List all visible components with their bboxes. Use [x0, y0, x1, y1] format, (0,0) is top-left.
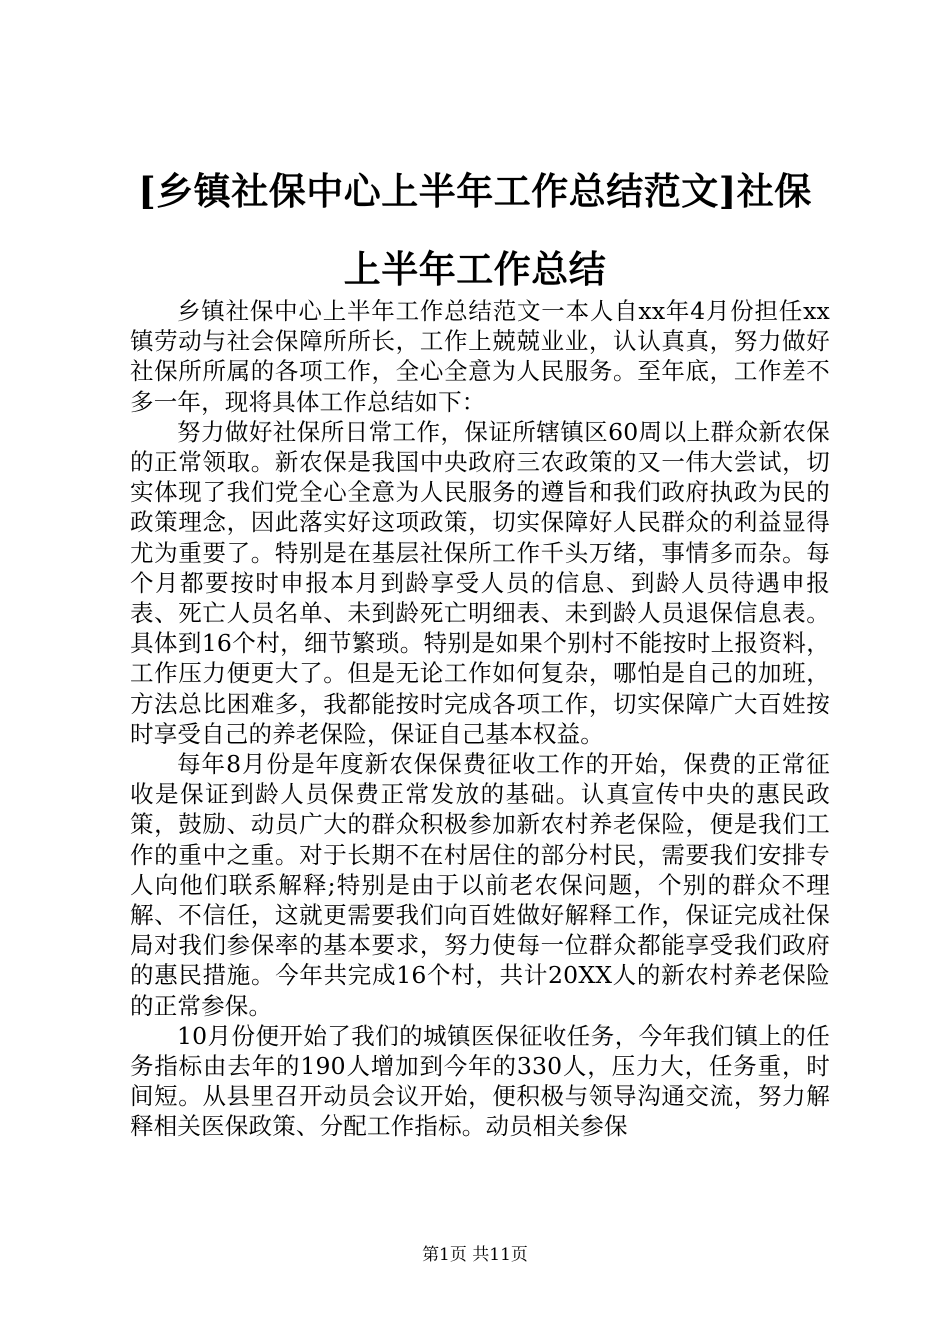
page-number: 第1页 共11页	[422, 1245, 528, 1265]
document-title: [乡镇社保中心上半年工作总结范文]社保上半年工作总结	[138, 169, 812, 291]
paragraph-daily-work: 努力做好社保所日常工作，保证所辖镇区60周以上群众新农保的正常领取。新农保是我国中央政府三农政策的又一伟大尝试，切实体现了我们党全心全意为人民服务的遵旨和我们政府执政为民的政策理念，因此落实好这项政策，切实保障好人民群众的利益显得尤为重要了。特别是在基层社保所工作千头万绪，事情多而杂。每个月都要按时申报本月到龄享受人员的信息、到龄人员待遇申报表、死亡人员名单、未到龄死亡明细表、未到龄人员退保信息表。具体到16个村，细节繁琐。特别是如果个别村不能按时上报资料，工作压力便更大了。但是无论工作如何复杂，哪怕是自己的加班，方法总比困难多，我都能按时完成各项工作，切实保障广大百姓按时享受自己的养老保险，保证自己基本权益。	[130, 417, 830, 748]
paragraph-intro: 乡镇社保中心上半年工作总结范文一本人自xx年4月份担任xx镇劳动与社会保障所所长，工作上兢兢业业，认认真真，努力做好社保所所属的各项工作，全心全意为人民服务。至年底，工作差不多一年，现将具体工作总结如下：	[130, 297, 830, 416]
page-footer	[0, 1243, 950, 1267]
paragraph-premium-collection: 每年8月份是年度新农保保费征收工作的开始，保费的正常征收是保证到龄人员保费正常发放的基础。认真宣传中央的惠民政策，鼓励、动员广大的群众积极参加新农村养老保险，便是我们工作的重中之重。对于长期不在村居住的部分村民，需要我们安排专人向他们联系解释;特别是由于以前老农保问题，个别的群众不理解、不信任，这就更需要我们向百姓做好解释工作，保证完成社保局对我们参保率的基本要求，努力使每一位群众都能享受我们政府的惠民措施。今年共完成16个村，共计20XX人的新农村养老保险的正常参保。	[130, 750, 830, 1020]
document-body	[130, 296, 830, 1142]
paragraph-medical-insurance: 10月份便开始了我们的城镇医保征收任务，今年我们镇上的任务指标由去年的190人增加到今年的330人，压力大，任务重，时间短。从县里召开动员会议开始，便积极与领导沟通交流，努力解释相关医保政策、分配工作指标。动员相关参保	[130, 1021, 830, 1141]
